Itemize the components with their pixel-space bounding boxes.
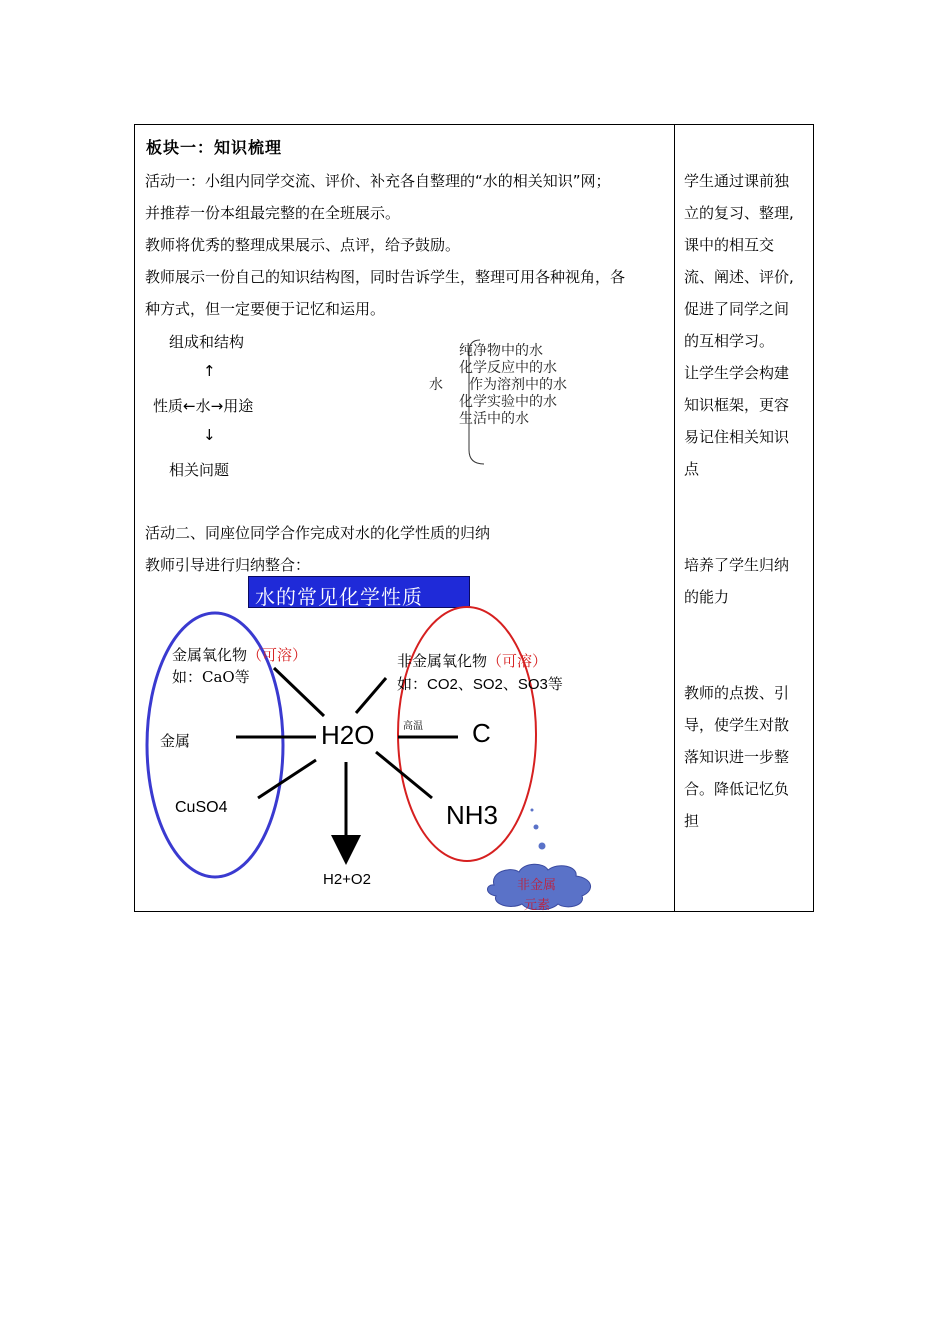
bubble (531, 809, 534, 812)
ammonia-label: NH3 (446, 800, 499, 830)
context-root: 水 (429, 377, 443, 393)
context-item: 生活中的水 (459, 411, 529, 427)
nonmetal-oxide-example (397, 673, 563, 694)
teacher-line3: 种方式，但一定要便于记忆和运用。 (145, 300, 386, 318)
water-formula: H2O (321, 720, 375, 750)
side-note-line: 让学生学会构建 (684, 364, 790, 382)
mindmap-center: 水 (195, 397, 211, 415)
metal-oxide-note: （可溶） (247, 646, 308, 664)
context-item: 化学实验中的水 (459, 394, 557, 410)
mindmap-middle-row (153, 395, 253, 416)
mindmap-bottom: 相关问题 (169, 461, 230, 479)
section-heading: 板块一：知识梳理 (146, 138, 283, 157)
bubble (539, 843, 546, 850)
nonmetal-oxide-label (397, 650, 547, 671)
side-note-line: 担 (684, 812, 700, 830)
column-divider (674, 124, 675, 912)
side-note-line: 促进了同学之间 (684, 300, 790, 318)
side-note-line: 流、阐述、评价, (684, 268, 794, 286)
cuso4-label: CuSO4 (175, 799, 228, 816)
activity1-line1: 活动一：小组内同学交流、评价、补充各自整理的“水的相关知识”网； (145, 172, 611, 190)
side-note-line: 课中的相互交 (684, 236, 775, 254)
bond-line (258, 760, 316, 798)
metal-label: 金属 (160, 732, 191, 750)
nonmetal-oxide-text: 非金属氧化物 (397, 652, 488, 670)
side-note-line: 落知识进一步整 (684, 748, 790, 766)
nonmetal-oxide-formulas: CO2、SO2、SO3等 (427, 676, 563, 693)
carbon-label: C (472, 718, 491, 748)
activity2-line: 活动二、同座位同学合作完成对水的化学性质的归纳 (145, 524, 491, 542)
mindmap-up-arrow: ↑ (203, 362, 216, 380)
side-note-line: 学生通过课前独 (684, 172, 790, 190)
context-item: 化学反应中的水 (459, 360, 557, 376)
nonmetal-oxide-note: （可溶） (487, 652, 548, 670)
nonmetal-oxide-example-prefix: 如： (397, 675, 428, 693)
side-note-line: 导，使学生对散 (684, 716, 790, 734)
teacher-line2: 教师展示一份自己的知识结构图，同时告诉学生，整理可用各种视角，各 (145, 268, 626, 286)
teacher-line1: 教师将优秀的整理成果展示、点评，给予鼓励。 (145, 236, 461, 254)
side-note-line: 的互相学习。 (684, 332, 775, 350)
metal-oxide-label (172, 644, 307, 665)
diagram-title: 水的常见化学性质 (255, 585, 423, 609)
side-note-line: 知识框架，更容 (684, 396, 790, 414)
context-item: 作为溶剂中的水 (469, 377, 567, 393)
metal-oxide-example: 如：CaO等 (172, 668, 250, 686)
context-item: 纯净物中的水 (459, 343, 543, 359)
metal-oxide-text: 金属氧化物 (172, 646, 248, 664)
side-note-line: 点 (684, 460, 700, 478)
bond-line (376, 752, 432, 798)
side-note-line: 易记住相关知识 (684, 428, 790, 446)
mindmap-top: 组成和结构 (169, 333, 245, 351)
bubble (534, 825, 539, 830)
mindmap-left-arrow: ← (183, 397, 196, 415)
bond-line (356, 678, 386, 713)
teacher-line4: 教师引导进行归纳整合： (145, 556, 311, 574)
side-note-line: 立的复习、整理, (684, 204, 794, 222)
mindmap-right: 用途 (223, 397, 254, 415)
mindmap-down-arrow: ↓ (203, 426, 216, 444)
side-note-line: 教师的点拨、引 (684, 684, 790, 702)
activity1-line2: 并推荐一份本组最完整的在全班展示。 (145, 204, 401, 222)
mindmap-left: 性质 (153, 397, 184, 415)
side-note-line: 合。降低记忆负 (684, 780, 790, 798)
mindmap-right-arrow: → (210, 397, 224, 415)
condition-label: 高温 (403, 721, 423, 732)
cloud-label-line2: 元素 (524, 898, 551, 913)
side-note-line: 的能力 (684, 588, 730, 606)
side-note-line: 培养了学生归纳 (684, 556, 790, 574)
products-label: H2+O2 (323, 871, 371, 888)
cloud-label-line1: 非金属 (517, 878, 557, 893)
